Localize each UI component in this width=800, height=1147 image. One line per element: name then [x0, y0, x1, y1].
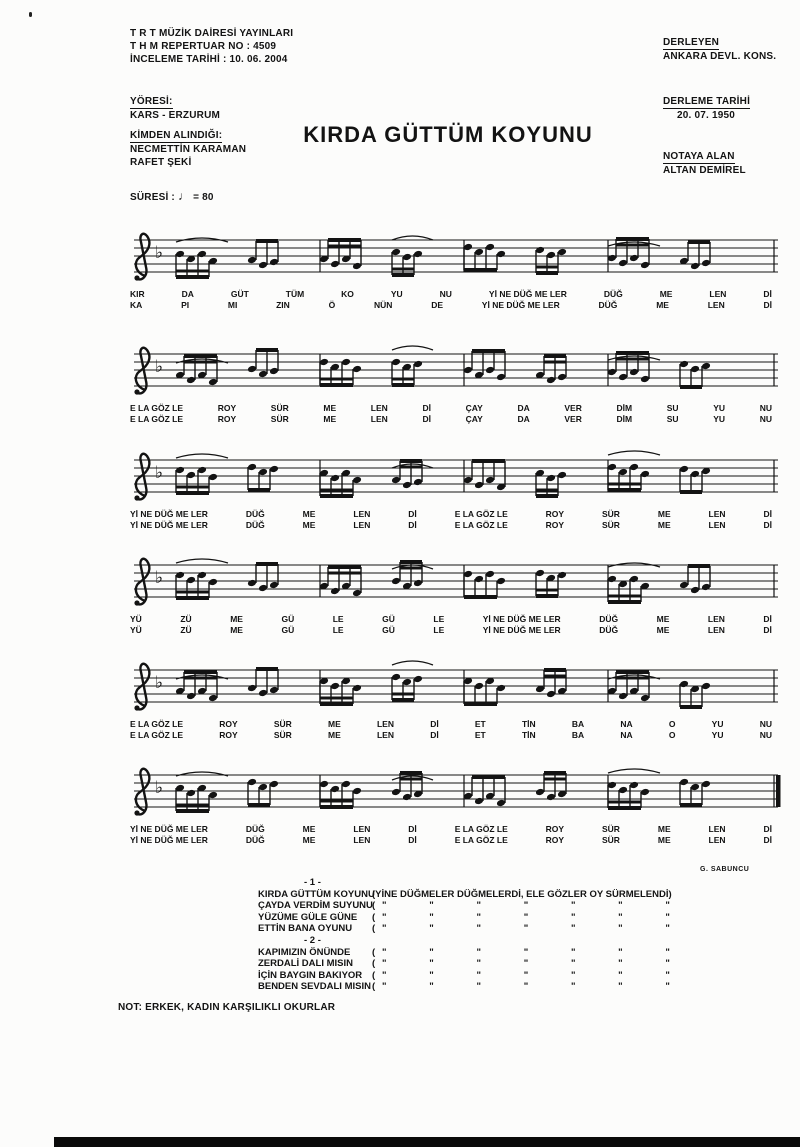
lyric-syllable: KIR [130, 289, 145, 299]
music-system [118, 761, 782, 846]
lyric-syllable: ZIN [276, 300, 290, 310]
staff-notation [118, 761, 782, 821]
region-value: KARS - ERZURUM [130, 110, 221, 121]
ditto-mark: " [523, 969, 529, 981]
lyric-syllable: LEN [370, 403, 388, 413]
lyric-syllable: YÜ [130, 614, 142, 624]
svg-text:♭: ♭ [155, 568, 164, 588]
collector-block [663, 36, 776, 63]
ditto-mark: " [665, 981, 670, 993]
lyric-syllable: VER [564, 403, 582, 413]
lyric-syllable: NÜN [374, 300, 393, 310]
lyric-syllable: Yİ NE DÜĞ ME LER [130, 520, 208, 530]
ditto-mark: " [618, 958, 623, 970]
ditto-mark: " [429, 958, 434, 970]
ditto-mark: " [618, 946, 623, 958]
tempo-label: SÜRESİ : [130, 192, 175, 203]
verse-open-paren: ( [372, 900, 376, 912]
lyric-syllable: LEN [707, 300, 725, 310]
ditto-mark: " [618, 969, 623, 981]
ditto-mark: " [476, 911, 481, 923]
verse-text: ETTİN BANA OYUNU [258, 923, 353, 935]
lyric-syllable: Dİ [430, 730, 439, 740]
lyric-syllable: DÜĞ [245, 509, 265, 519]
lyric-syllable: SÜR [270, 403, 289, 413]
tempo-block [130, 190, 214, 204]
svg-text:♭: ♭ [155, 778, 164, 798]
music-system [118, 226, 782, 311]
region-block [130, 95, 220, 122]
staff-notation [118, 551, 782, 611]
lyric-syllable: ROY [545, 824, 565, 834]
ditto-mark: " [382, 900, 387, 912]
lyric-syllable: SÜR [273, 730, 292, 740]
ditto-mark: " [382, 911, 387, 923]
scan-edge-bar [54, 1137, 800, 1147]
lyric-syllable: ME [323, 414, 337, 424]
lyric-syllable: ME [230, 625, 243, 635]
ditto-marks [382, 947, 670, 959]
ditto-mark: " [570, 958, 576, 970]
ditto-mark: " [476, 923, 481, 935]
lyric-syllable: O [668, 719, 676, 729]
music-system [118, 340, 782, 425]
lyric-syllable: LE [332, 625, 344, 635]
ditto-mark: " [523, 911, 529, 923]
lyric-syllable: Dİ [763, 520, 772, 530]
lyric-syllable: KA [130, 300, 143, 310]
scan-artifact-dot [29, 12, 32, 17]
lyric-syllable: Dİ [763, 835, 772, 845]
ditto-mark: " [665, 969, 670, 981]
verse-line [258, 947, 672, 959]
verse-number: - 2 - [304, 934, 321, 946]
lyric-syllable: ROY [217, 414, 237, 424]
ditto-mark: " [382, 969, 387, 981]
lyric-syllable: DÜĞ [245, 835, 265, 845]
lyric-syllable: ZÜ [180, 625, 192, 635]
lyric-syllable: Yİ NE DÜĞ ME LER [482, 614, 561, 624]
ditto-mark: " [570, 923, 576, 935]
publisher-line: T R T MÜZİK DAİRESİ YAYINLARI [130, 28, 294, 39]
lyric-syllable: ÇAY [465, 414, 483, 424]
lyric-syllable: TİN [521, 719, 536, 729]
region-label: YÖRESİ: [130, 96, 173, 107]
lyric-syllable: E LA GÖZ LE [454, 509, 508, 519]
lyric-syllable: DA [517, 414, 530, 424]
lyric-syllable: SÜR [270, 414, 289, 424]
lyric-syllable: LE [433, 614, 445, 624]
lyric-syllable: LEN [707, 614, 725, 624]
lyric-syllable: ME [302, 509, 316, 519]
lyric-syllable: NU [759, 719, 772, 729]
verse-number: - 1 - [304, 877, 321, 888]
ditto-mark: " [665, 958, 670, 970]
verse-line [258, 958, 672, 970]
lyrics [130, 824, 772, 846]
lyric-syllable: O [668, 730, 676, 740]
ditto-mark: " [429, 911, 434, 923]
lyric-syllable: DÜĞ [599, 625, 619, 635]
lyric-syllable: SÜR [273, 719, 292, 729]
lyric-syllable: YU [713, 403, 726, 413]
lyric-syllable: Ö [328, 300, 336, 310]
lyric-syllable: ME [328, 730, 341, 740]
staff-notation [118, 340, 782, 400]
lyric-syllable: ME [657, 824, 671, 834]
ditto-mark: " [618, 981, 623, 993]
repertoire-no-line: T H M REPERTUAR NO : 4509 [130, 41, 277, 52]
lyric-syllable: NA [620, 730, 633, 740]
lyric-line-1 [130, 289, 772, 300]
verse-text: KAPIMIZIN ÖNÜNDE [258, 946, 351, 958]
ditto-mark: " [570, 981, 576, 993]
lyric-syllable: YÜ [130, 625, 142, 635]
collector-label: DERLEYEN [663, 37, 720, 48]
lyric-syllable: NU [759, 403, 772, 413]
lyric-syllable: ME [656, 614, 670, 624]
lyric-syllable: DİM [616, 403, 633, 413]
review-date-line: İNCELEME TARİHİ : 10. 06. 2004 [130, 54, 288, 65]
lyric-syllable: LEN [353, 835, 371, 845]
lyric-line-2 [130, 730, 772, 741]
lyric-syllable: DÜĞ [245, 520, 265, 530]
music-system [118, 446, 782, 531]
lyric-syllable: GÜ [382, 625, 395, 635]
ditto-mark: " [429, 900, 434, 912]
ditto-marks [382, 912, 670, 924]
lyric-syllable: ME [656, 300, 669, 310]
verse-open-paren: ( [372, 958, 376, 970]
lyric-syllable: DE [431, 300, 444, 310]
lyrics [130, 289, 772, 311]
lyric-syllable: YU [390, 289, 403, 299]
lyric-syllable: Dİ [422, 403, 431, 413]
ditto-mark: " [523, 900, 529, 912]
footnote: NOT: ERKEK, KADIN KARŞILIKLI OKURLAR [118, 1002, 336, 1013]
verse-line [258, 900, 672, 912]
lyric-syllable: VER [564, 414, 582, 424]
lyric-syllable: ROY [219, 719, 238, 729]
lyric-syllable: ROY [217, 403, 237, 413]
lyric-syllable: ME [230, 614, 243, 624]
ditto-mark: " [570, 969, 576, 981]
tempo-value: = 80 [193, 192, 214, 203]
verse-line [258, 889, 672, 901]
lyric-syllable: E LA GÖZ LE [454, 835, 508, 845]
ditto-mark: " [476, 900, 481, 912]
lyric-syllable: LEN [708, 509, 726, 519]
lyric-syllable: YU [711, 719, 724, 729]
verse-line [258, 981, 672, 993]
lyric-syllable: LEN [370, 414, 388, 424]
verse-text: ZERDALİ DALI MISIN [258, 958, 353, 970]
svg-text:♭: ♭ [155, 673, 164, 693]
ditto-mark: " [618, 911, 623, 923]
ditto-mark: " [665, 900, 670, 912]
lyric-line-1 [130, 824, 772, 835]
staff-notation [118, 446, 782, 506]
lyric-syllable: E LA GÖZ LE [130, 719, 184, 729]
lyric-syllable: LEN [376, 730, 394, 740]
lyric-syllable: YU [711, 730, 724, 740]
lyric-syllable: Dİ [763, 289, 772, 299]
lyrics [130, 614, 772, 636]
lyric-syllable: ME [656, 625, 670, 635]
lyric-syllable: GÜ [382, 614, 395, 624]
ditto-mark: " [382, 923, 387, 935]
lyric-syllable: LEN [707, 625, 725, 635]
verse-parenthetical: (YİNE DÜĞMELER DÜĞMELERDİ, ELE GÖZLER OY SÜRMELENDİ) [372, 888, 672, 900]
ditto-marks [382, 900, 670, 912]
lyric-syllable: GÜT [230, 289, 249, 299]
lyric-syllable: ME [302, 824, 316, 834]
lyric-syllable: NA [620, 719, 633, 729]
lyric-syllable: MI [227, 300, 238, 310]
lyric-syllable: ME [302, 520, 316, 530]
lyric-syllable: YU [713, 414, 726, 424]
ditto-mark: " [429, 981, 434, 993]
lyric-syllable: ME [657, 520, 671, 530]
lyric-syllable: E LA GÖZ LE [454, 824, 508, 834]
verse-text: ÇAYDA VERDİM SUYUNU [258, 900, 373, 912]
lyric-syllable: Dİ [408, 835, 417, 845]
lyric-syllable: Dİ [408, 520, 417, 530]
notator-block [663, 150, 746, 177]
ditto-mark: " [476, 946, 481, 958]
verse-text: İÇİN BAYGIN BAKIYOR [258, 969, 363, 981]
lyric-syllable: Dİ [430, 719, 439, 729]
ditto-mark: " [382, 958, 387, 970]
staff-notation [118, 226, 782, 286]
ditto-mark: " [665, 923, 670, 935]
lyric-syllable: NU [439, 289, 452, 299]
lyric-syllable: Dİ [408, 824, 417, 834]
ditto-mark: " [476, 958, 481, 970]
lyric-syllable: ET [474, 730, 486, 740]
ditto-mark: " [523, 923, 529, 935]
notator-label: NOTAYA ALAN [663, 151, 735, 162]
lyric-syllable: ME [302, 835, 316, 845]
lyric-syllable: DÜĞ [603, 289, 623, 299]
lyric-syllable: ROY [545, 520, 565, 530]
lyric-syllable: LEN [353, 520, 371, 530]
lyric-syllable: GÜ [281, 614, 295, 624]
lyrics [130, 509, 772, 531]
lyric-syllable: NU [759, 730, 772, 740]
lyric-syllable: Yİ NE DÜĞ ME LER [130, 509, 208, 519]
lyric-syllable: SÜR [602, 509, 620, 519]
ditto-mark: " [429, 969, 434, 981]
ditto-mark: " [570, 911, 576, 923]
lyric-syllable: LE [332, 614, 344, 624]
lyric-syllable: Yİ NE DÜĞ ME LER [482, 625, 561, 635]
page-title: KIRDA GÜTTÜM KOYUNU [303, 122, 593, 147]
verses-block [258, 877, 672, 993]
source-value-2: RAFET ŞEKİ [130, 157, 192, 168]
lyric-line-1 [130, 719, 772, 730]
svg-text:♭: ♭ [155, 357, 164, 377]
lyric-syllable: ME [659, 289, 673, 299]
collection-date-value: 20. 07. 1950 [677, 110, 736, 121]
lyric-syllable: LEN [353, 509, 371, 519]
verse-line [258, 923, 672, 935]
lyric-syllable: ROY [545, 509, 565, 519]
lyric-syllable: LEN [353, 824, 371, 834]
lyric-syllable: Yİ NE DÜĞ ME LER [488, 289, 567, 299]
ditto-mark: " [665, 911, 670, 923]
lyric-syllable: LEN [708, 520, 726, 530]
verse-open-paren: ( [372, 911, 376, 923]
source-label: KİMDEN ALINDIĞI: [130, 130, 223, 141]
verse-open-paren: ( [372, 923, 376, 935]
verse-open-paren: ( [372, 946, 376, 958]
lyric-line-2 [130, 300, 772, 311]
lyric-syllable: ME [328, 719, 341, 729]
verse-open-paren: ( [372, 981, 376, 993]
ditto-mark: " [523, 958, 529, 970]
lyric-line-1 [130, 614, 772, 625]
ditto-mark: " [523, 981, 529, 993]
lyric-syllable: ROY [219, 730, 238, 740]
lyric-syllable: Dİ [763, 625, 772, 635]
ditto-mark: " [618, 900, 623, 912]
lyric-syllable: SÜR [602, 835, 620, 845]
svg-text:♭: ♭ [155, 243, 164, 263]
lyric-syllable: GÜ [281, 625, 295, 635]
collector-value: ANKARA DEVL. KONS. [663, 51, 777, 62]
lyric-syllable: E LA GÖZ LE [454, 520, 508, 530]
quarter-note-icon: ♩ [177, 189, 191, 203]
ditto-mark: " [476, 981, 481, 993]
lyric-syllable: DA [517, 403, 530, 413]
verse-line [258, 912, 672, 924]
lyric-syllable: SÜR [602, 520, 620, 530]
lyric-syllable: E LA GÖZ LE [130, 730, 184, 740]
lyric-syllable: ME [323, 403, 337, 413]
lyrics [130, 403, 772, 425]
ditto-mark: " [429, 923, 434, 935]
source-block [130, 129, 246, 169]
lyric-syllable: E LA GÖZ LE [130, 403, 184, 413]
lyric-syllable: ME [657, 509, 671, 519]
lyric-syllable: Yİ NE DÜĞ ME LER [481, 300, 560, 310]
music-system [118, 656, 782, 741]
lyric-line-2 [130, 835, 772, 846]
lyric-syllable: Yİ NE DÜĞ ME LER [130, 835, 208, 845]
ditto-mark: " [665, 946, 670, 958]
lyric-syllable: KO [341, 289, 354, 299]
lyric-line-2 [130, 625, 772, 636]
verse-text: KIRDA GÜTTÜM KOYUNU [258, 888, 375, 900]
lyric-syllable: SU [666, 414, 679, 424]
verse-open-paren: ( [372, 969, 376, 981]
lyric-syllable: DÜĞ [598, 300, 618, 310]
ditto-marks [382, 981, 670, 993]
ditto-mark: " [429, 946, 434, 958]
lyric-syllable: ÇAY [465, 403, 483, 413]
lyric-syllable: Dİ [763, 614, 772, 624]
ditto-mark: " [382, 981, 387, 993]
ditto-marks [382, 970, 670, 982]
lyric-syllable: TİN [521, 730, 536, 740]
lyric-syllable: ROY [545, 835, 565, 845]
lyric-syllable: SU [666, 403, 679, 413]
source-value-1: NECMETTİN KARAMAN [130, 144, 247, 155]
verse-line [258, 970, 672, 982]
lyric-syllable: LEN [709, 289, 727, 299]
ditto-mark: " [618, 923, 623, 935]
lyric-syllable: Dİ [422, 414, 431, 424]
lyric-line-2 [130, 414, 772, 425]
lyric-syllable: Yİ NE DÜĞ ME LER [130, 824, 208, 834]
lyric-syllable: BA [571, 730, 585, 740]
lyric-line-1 [130, 509, 772, 520]
ditto-mark: " [570, 900, 576, 912]
verse-text: YÜZÜME GÜLE GÜNE [258, 911, 358, 923]
lyric-syllable: Dİ [763, 509, 772, 519]
lyric-syllable: Dİ [408, 509, 417, 519]
lyric-syllable: Dİ [763, 300, 772, 310]
lyric-syllable: ET [474, 719, 486, 729]
lyric-syllable: TÜM [285, 289, 305, 299]
lyric-line-1 [130, 403, 772, 414]
lyric-syllable: E LA GÖZ LE [130, 414, 184, 424]
lyric-syllable: NU [759, 414, 772, 424]
lyric-syllable: LEN [708, 835, 726, 845]
verse-text: BENDEN SEVDALI MISIN [258, 981, 371, 993]
lyric-syllable: LEN [376, 719, 394, 729]
ditto-mark: " [476, 969, 481, 981]
lyric-syllable: ZÜ [180, 614, 192, 624]
collection-date-label: DERLEME TARİHİ [663, 96, 751, 107]
ditto-mark: " [523, 946, 529, 958]
lyric-syllable: PI [181, 300, 190, 310]
lyric-syllable: DÜĞ [245, 824, 265, 834]
lyric-syllable: SÜR [602, 824, 620, 834]
staff-notation [118, 656, 782, 716]
ditto-mark: " [382, 946, 387, 958]
lyric-syllable: DİM [616, 414, 633, 424]
lyrics [130, 719, 772, 741]
lyric-syllable: BA [571, 719, 585, 729]
engraver-signature: G. SABUNCU [700, 866, 750, 873]
lyric-syllable: ME [657, 835, 671, 845]
notator-value: ALTAN DEMİREL [663, 165, 746, 176]
lyric-syllable: DA [181, 289, 194, 299]
lyric-syllable: LE [433, 625, 445, 635]
lyric-syllable: DÜĞ [599, 614, 619, 624]
ditto-marks [382, 923, 670, 935]
lyric-line-2 [130, 520, 772, 531]
lyric-syllable: Dİ [763, 824, 772, 834]
collection-date-block [663, 95, 750, 122]
ditto-marks [382, 958, 670, 970]
svg-text:♭: ♭ [155, 463, 164, 483]
ditto-mark: " [570, 946, 576, 958]
publication-block [130, 27, 293, 66]
lyric-syllable: LEN [708, 824, 726, 834]
music-system [118, 551, 782, 636]
